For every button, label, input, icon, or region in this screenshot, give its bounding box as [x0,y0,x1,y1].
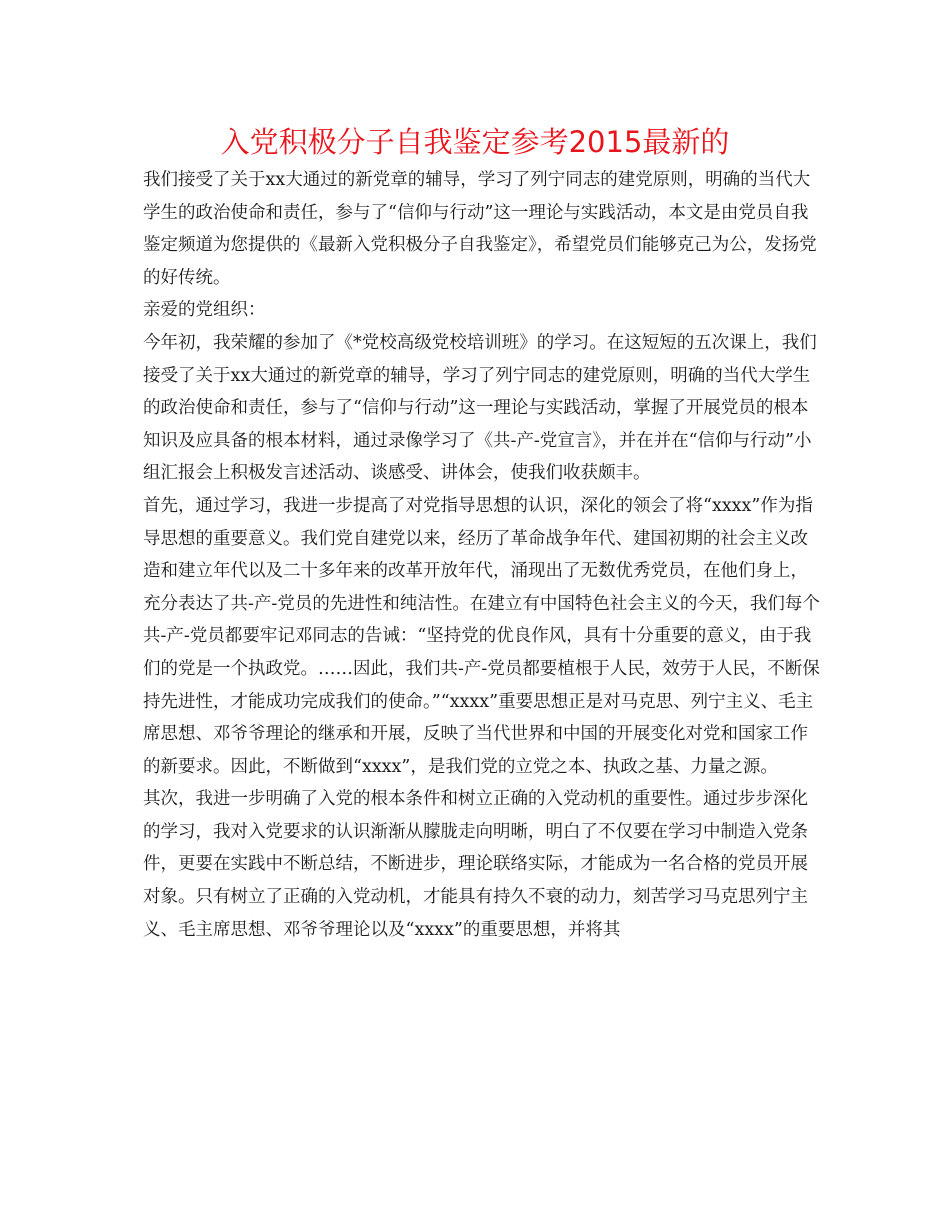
document-title: 入党积极分子自我鉴定参考2015最新的 [220,125,730,159]
body-paragraph: 今年初，我荣耀的参加了《*党校高级党校培训班》的学习。在这短短的五次课上，我们接受了关于xx大通过的新党章的辅导，学习了列宁同志的建党原则，明确的当代大学生的政治使命和责任，参与了“信仰与行动”这一理论与实践活动，掌握了开展党员的根本知识及应具备的根本材料，通过录像学习了《共-产-党宣言》，并在并在“信仰与行动”小组汇报会上积极发言述活动、谈感受、讲体会，使我们收获颇丰。 [143,332,817,484]
document-body [143,164,823,946]
intro-paragraph: 我们接受了关于xx大通过的新党章的辅导，学习了列宁同志的建党原则，明确的当代大学生的政治使命和责任，参与了“信仰与行动”这一理论与实践活动，本文是由党员自我鉴定频道为您提供的《最新入党积极分子自我鉴定》，希望党员们能够克己为公，发扬党的好传统。 [143,170,817,288]
body-paragraph: 其次，我进一步明确了入党的根本条件和树立正确的入党动机的重要性。通过步步深化的学习，我对入党要求的认识渐渐从朦胧走向明晰，明白了不仅要在学习中制造入党条件，更要在实践中不断总结，不断进步，理论联络实际，才能成为一名合格的党员开展对象。只有树立了正确的入党动机，才能具有持久不衰的动力，刻苦学习马克思列宁主义、毛主席思想、邓爷爷理论以及“xxxx”的重要思想，并将其 [143,789,808,940]
salutation: 亲爱的党组织： [143,300,266,321]
body-paragraph: 首先，通过学习，我进一步提高了对党指导思想的认识，深化的领会了将“xxxx”作为指导思想的重要意义。我们党自建党以来，经历了革命战争年代、建国初期的社会主义改造和建立年代以及二十多年来的改革开放年代，涌现出了无数优秀党员，在他们身上，充分表达了共-产-党员的先进性和纯洁性。在建立有中国特色社会主义的今天，我们每个共-产-党员都要牢记邓同志的告诫：“坚持党的优良作风，具有十分重要的意义，由于我们的党是一个执政党。……因此，我们共-产-党员都要植根于人民，效劳于人民，不断保持先进性，才能成功完成我们的使命。”“xxxx”重要思想正是对马克思、列宁主义、毛主席思想、邓爷爷理论的继承和开展，反映了当代世界和中国的开展变化对党和国家工作的新要求。因此，不断做到“xxxx”，是我们党的立党之本、执政之基、力量之源。 [143,495,820,777]
